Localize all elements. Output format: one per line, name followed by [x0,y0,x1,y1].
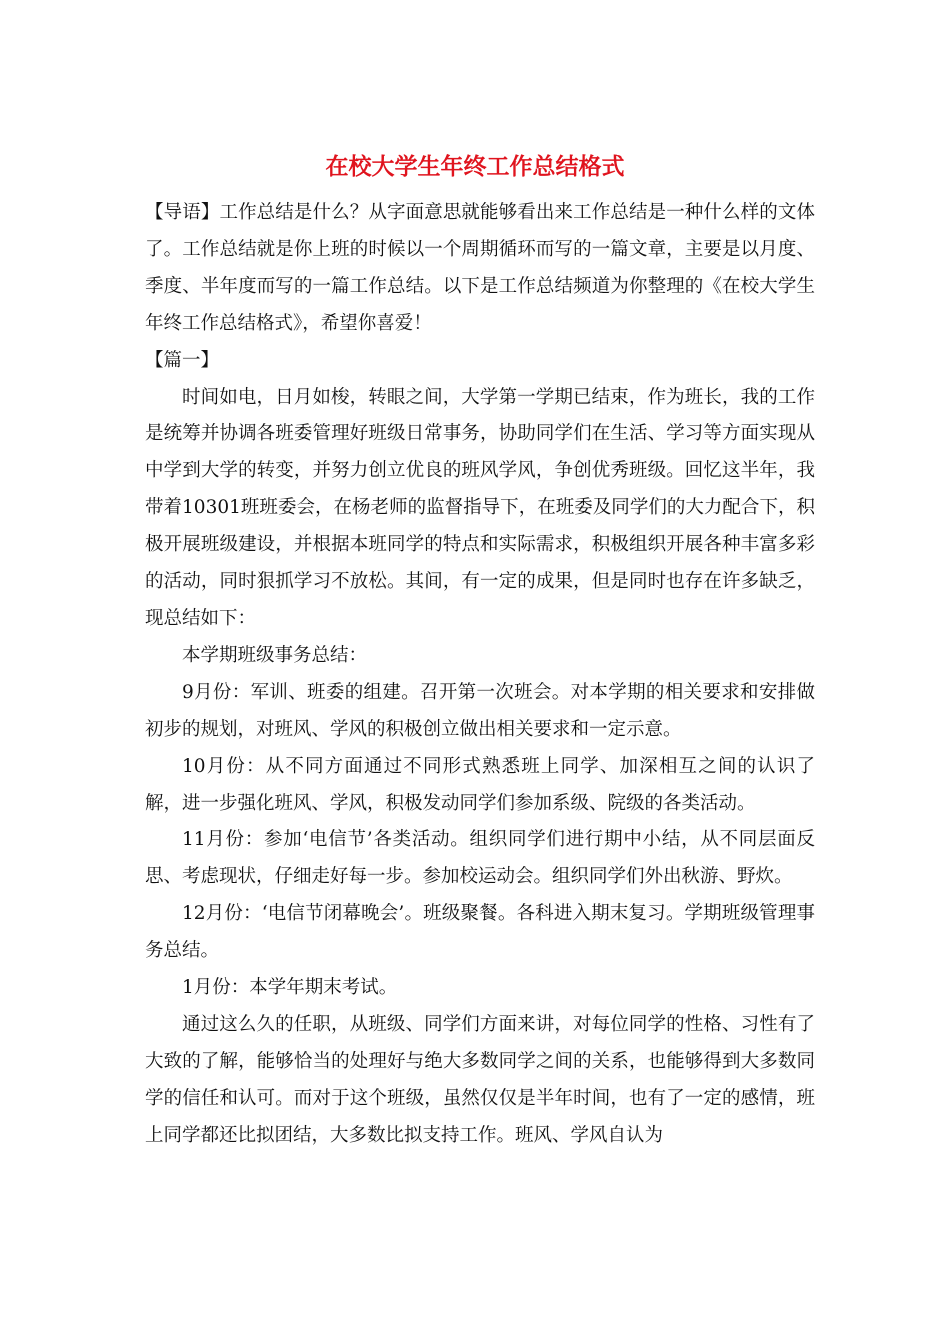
document-body [145,195,815,1155]
body-paragraph: 1月份：本学年期末考试。 [182,977,398,999]
body-paragraph: 10月份：从不同方面通过不同形式熟悉班上同学、加深相互之间的认识了解，进一步强化班风、学风，积极发动同学们参加系级、院级的各类活动。 [145,755,815,814]
body-paragraph: 12月份：‘电信节闭幕晚会’。班级聚餐。各科进入期末复习。学期班级管理事务总结。 [145,903,815,962]
section-heading: 【篇一】 [145,349,220,371]
body-paragraph: 时间如电，日月如梭，转眼之间，大学第一学期已结束，作为班长，我的工作是统筹并协调各班委管理好班级日常事务，协助同学们在生活、学习等方面实现从中学到大学的转变，并努力创立优良的班风学风，争创优秀班级。回忆这半年，我带着10301班班委会，在杨老师的监督指导下，在班委及同学们的大力配合下，积极开展班级建设，并根据本班同学的特点和实际需求，积极组织开展各种丰富多彩的活动，同时狠抓学习不放松。其间，有一定的成果，但是同时也存在许多缺乏，现总结如下： [145,386,815,629]
intro-paragraph: 【导语】工作总结是什么？从字面意思就能够看出来工作总结是一种什么样的文体了。工作总结就是你上班的时候以一个周期循环而写的一篇文章，主要是以月度、季度、半年度而写的一篇工作总结。以下是工作总结频道为你整理的《在校大学生年终工作总结格式》，希望你喜爱！ [145,202,815,334]
body-paragraph: 9月份：军训、班委的组建。召开第一次班会。对本学期的相关要求和安排做初步的规划，对班风、学风的积极创立做出相关要求和一定示意。 [145,681,815,740]
body-paragraph: 通过这么久的任职，从班级、同学们方面来讲，对每位同学的性格、习性有了大致的了解，能够恰当的处理好与绝大多数同学之间的关系，也能够得到大多数同学的信任和认可。而对于这个班级，虽然仅仅是半年时间，也有了一定的感情，班上同学都还比拟团结，大多数比拟支持工作。班风、学风自认为 [145,1013,815,1146]
body-paragraph: 11月份：参加‘电信节’各类活动。组织同学们进行期中小结，从不同层面反思、考虑现状，仔细走好每一步。参加校运动会。组织同学们外出秋游、野炊。 [145,829,815,888]
body-paragraph: 本学期班级事务总结： [182,644,368,666]
document-title: 在校大学生年终工作总结格式 [325,153,625,180]
